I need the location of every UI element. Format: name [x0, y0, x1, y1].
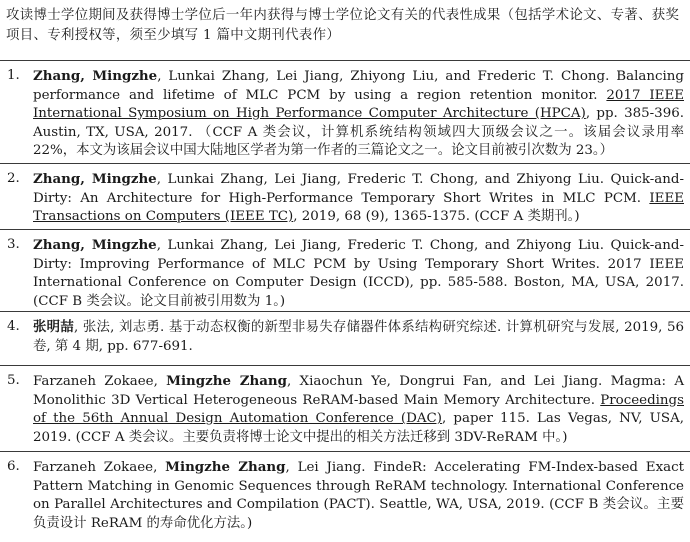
list-item [0, 451, 690, 542]
list-item [0, 163, 690, 229]
entry-number: 2. [7, 171, 20, 186]
citation-text: , Lunkai Zhang, Lei Jiang, Frederic T. Chong, and Zhiyong Liu. Quick-and-Dirty: An Architecture for High-Performance Temporary Short Writes in MLC PCM. [33, 172, 684, 206]
author-highlight: Zhang, Mingzhe [33, 237, 157, 253]
citation-text: Farzaneh Zokaee, [33, 374, 167, 389]
author-highlight: 张明喆 [33, 319, 75, 335]
citation-text: , Xiaochun Ye, Dongrui Fan, and Lei Jiang. Magma: A Monolithic 3D Vertical Heterogeneous ReRAM-based Main Memory Architecture. [33, 374, 685, 408]
entry-number: 4. [7, 319, 20, 334]
list-item [0, 365, 690, 451]
list-item [0, 311, 690, 365]
citation-text: , 2019, 68 (9), 1365-1375. (CCF A 类期刊。) [293, 209, 580, 224]
entry-number: 6. [7, 459, 20, 474]
venue-name: 2017 IEEE International Symposium on High Performance Computer Architecture (HPCA) [33, 87, 684, 121]
list-item [0, 229, 690, 311]
author-highlight: Mingzhe Zhang [166, 373, 287, 389]
entry-number: 5. [7, 373, 20, 388]
entry-citation [33, 170, 684, 227]
citation-text: , Lunkai Zhang, Lei Jiang, Frederic T. Chong, and Zhiyong Liu. Quick-and-Dirty: Improving Performance of MLC PCM by Using Temporary Short Writes. 2017 IEEE International Conference on Computer Design (ICCD), pp. 585-588. Boston, MA, USA, 2017. (CCF B 类会议。论文目前被引用数为 1。) [33, 238, 684, 309]
entry-number: 1. [7, 68, 20, 83]
citation-text: , Lunkai Zhang, Lei Jiang, Zhiyong Liu, and Frederic T. Chong. Balancing performance and lifetime of MLC PCM by using a region retention monitor. [33, 69, 684, 103]
citation-text: , pp. 385-396. Austin, TX, USA, 2017. （CCF A 类会议，计算机系统结构领域四大顶级会议之一。该届会议录用率 22%，本文为该届会议中国大陆地区学者为第一作者的三篇论文之一。论文目前被引次数为 23。） [33, 106, 684, 158]
author-highlight: Zhang, Mingzhe [33, 68, 158, 84]
entry-number: 3. [7, 237, 20, 252]
citation-text: , 张法, 刘志勇. 基于动态权衡的新型非易失存储器件体系结构研究综述. 计算机研究与发展, 2019, 56 卷, 第 4 期, pp. 677-691. [33, 320, 684, 354]
entry-citation [33, 67, 684, 161]
author-highlight: Mingzhe Zhang [165, 459, 286, 475]
list-item [0, 60, 690, 163]
entry-citation [33, 236, 684, 311]
venue-name: Proceedings of the 56th Annual Design Automation Conference (DAC) [33, 392, 684, 426]
author-highlight: Zhang, Mingzhe [33, 171, 157, 187]
entry-citation [33, 458, 684, 533]
citation-text: , Lei Jiang. FindeR: Accelerating FM-Index-based Exact Pattern Matching in Genomic Sequences through ReRAM technology. International Conference on Parallel Architectures and Compilation (PACT). Seattle, WA, USA, 2019. (CCF B 类会议。主要负责设计 ReRAM 的寿命优化方法。) [33, 460, 684, 531]
intro-heading: 攻读博士学位期间及获得博士学位后一年内获得与博士学位论文有关的代表性成果（包括学术论文、专著、获奖项目、专利授权等，须至少填写 1 篇中文期刊代表作） [6, 8, 680, 43]
citation-text: , paper 115. Las Vegas, NV, USA, 2019. (CCF A 类会议。主要负责将博士论文中提出的相关方法迁移到 3DV-ReRAM 中。) [33, 411, 684, 445]
venue-name: IEEE Transactions on Computers (IEEE TC) [33, 190, 684, 224]
entry-citation [33, 372, 684, 447]
entry-citation [33, 318, 684, 356]
citation-text: Farzaneh Zokaee, [33, 460, 166, 475]
